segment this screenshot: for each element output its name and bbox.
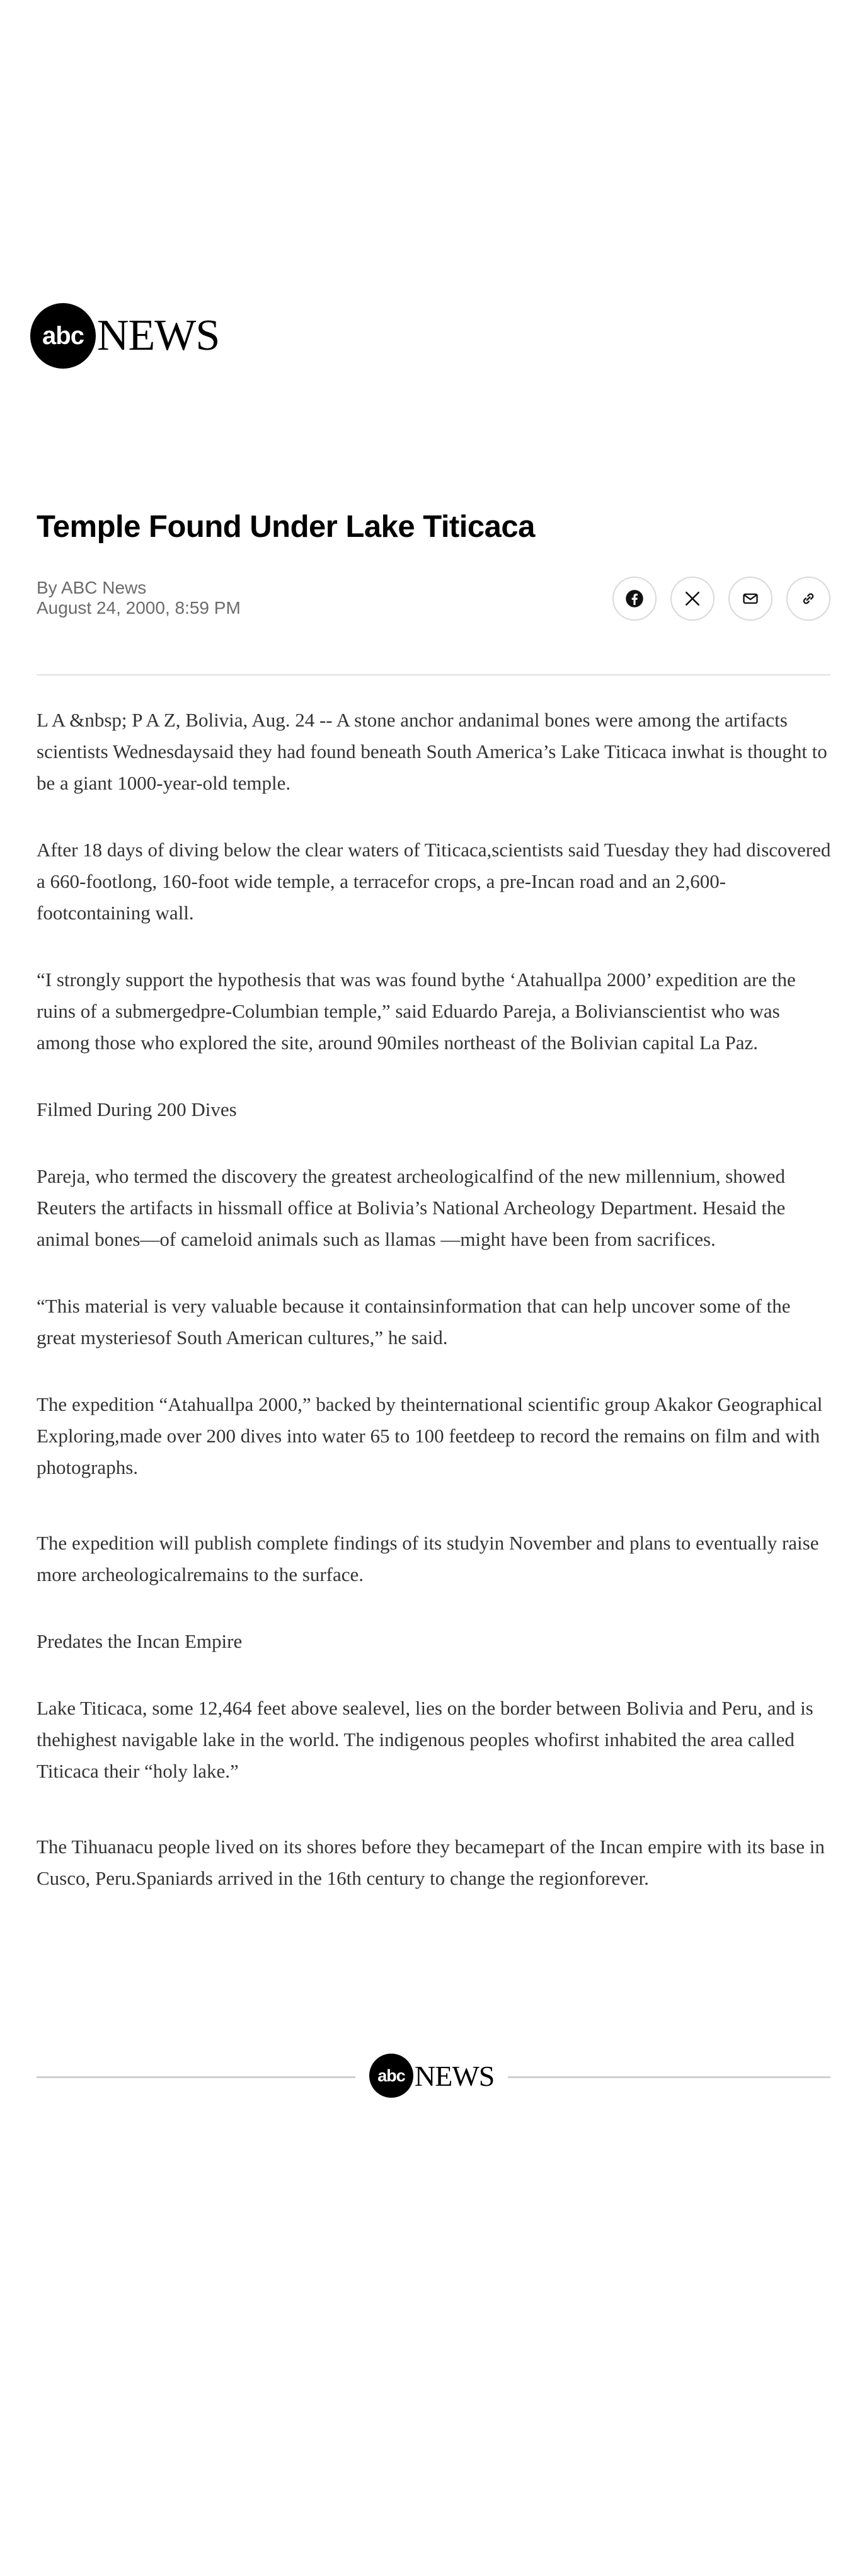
article-title: Temple Found Under Lake Titicaca (37, 510, 535, 544)
section-subheading: Filmed During 200 Dives (37, 1098, 237, 1120)
publish-date: August 24, 2000, 8:59 PM (37, 598, 241, 618)
share-x-button[interactable] (670, 577, 715, 621)
paragraph: The Tihuanacu people lived on its shores before they becamepart of the Incan empire with its base in Cusco, Peru.Spaniards arrived in the 16th century to change the regionforever. (37, 1836, 825, 1889)
header-divider (37, 674, 830, 676)
news-wordmark: NEWS (97, 311, 220, 360)
share-bar (612, 577, 830, 621)
paragraph: Lake Titicaca, some 12,464 feet above sealevel, lies on the border between Bolivia and Peru, and is thehighest navigable lake in the world. The indigenous peoples whofirst inhabited the area called Titicaca their “holy lake.” (37, 1697, 813, 1782)
abc-logo-circle: abc (30, 303, 96, 369)
paragraph: The expedition “Atahuallpa 2000,” backed by theinternational scientific group Akakor Geographical Exploring,made over 200 dives into water 65 to 100 feetdeep to record the remains on film and with photographs. (37, 1393, 823, 1478)
abc-logo-circle: abc (369, 2054, 413, 2098)
email-icon (742, 590, 759, 607)
copy-link-button[interactable] (786, 577, 830, 621)
byline-block (37, 578, 241, 618)
abc-news-logo[interactable] (30, 301, 219, 371)
x-icon (684, 590, 701, 607)
author-byline: By ABC News (37, 578, 147, 597)
paragraph: Pareja, who termed the discovery the greatest archeologicalfind of the new millennium, showed Reuters the artifacts in hissmall office at Bolivia’s National Archeology Department. Hesaid the animal bones—of cameloid animals such as llamas —might have been from sacrifices. (37, 1165, 786, 1250)
footer-abc-news-logo[interactable] (369, 2054, 494, 2098)
share-email-button[interactable] (728, 577, 772, 621)
paragraph: The expedition will publish complete findings of its studyin November and plans to eventually raise more archeologicalremains to the surface. (37, 1532, 819, 1585)
share-facebook-button[interactable] (612, 577, 657, 621)
paragraph: L A &nbsp; P A Z, Bolivia, Aug. 24 -- A stone anchor andanimal bones were among the artifacts scientists Wednesdaysaid they had found beneath South America’s Lake Titicaca inwhat is thought to be a giant 1000-year-old temple. (37, 709, 827, 794)
facebook-icon (625, 589, 644, 608)
paragraph: After 18 days of diving below the clear waters of Titicaca,scientists said Tuesday they had discovered a 660-footlong, 160-foot wide temple, a terracefor crops, a pre-Incan road and an 2,600-footcontaining wall. (37, 839, 831, 924)
section-subheading: Predates the Incan Empire (37, 1630, 243, 1652)
paragraph: “This material is very valuable because it containsinformation that can help uncover some of the great mysteriesof South American cultures,” he said. (37, 1295, 791, 1348)
article-body (37, 704, 832, 1929)
paragraph: “I strongly support the hypothesis that was was found bythe ‘Atahuallpa 2000’ expedition are the ruins of a submergedpre-Columbian temple,” said Eduardo Pareja, a Bolivianscientist who was among those who explored the site, around 90miles northeast of the Bolivian capital La Paz. (37, 969, 796, 1054)
news-wordmark: NEWS (415, 2059, 495, 2092)
footer-rule-left (37, 2076, 355, 2078)
link-icon (800, 590, 817, 607)
footer-rule-right (508, 2076, 830, 2078)
